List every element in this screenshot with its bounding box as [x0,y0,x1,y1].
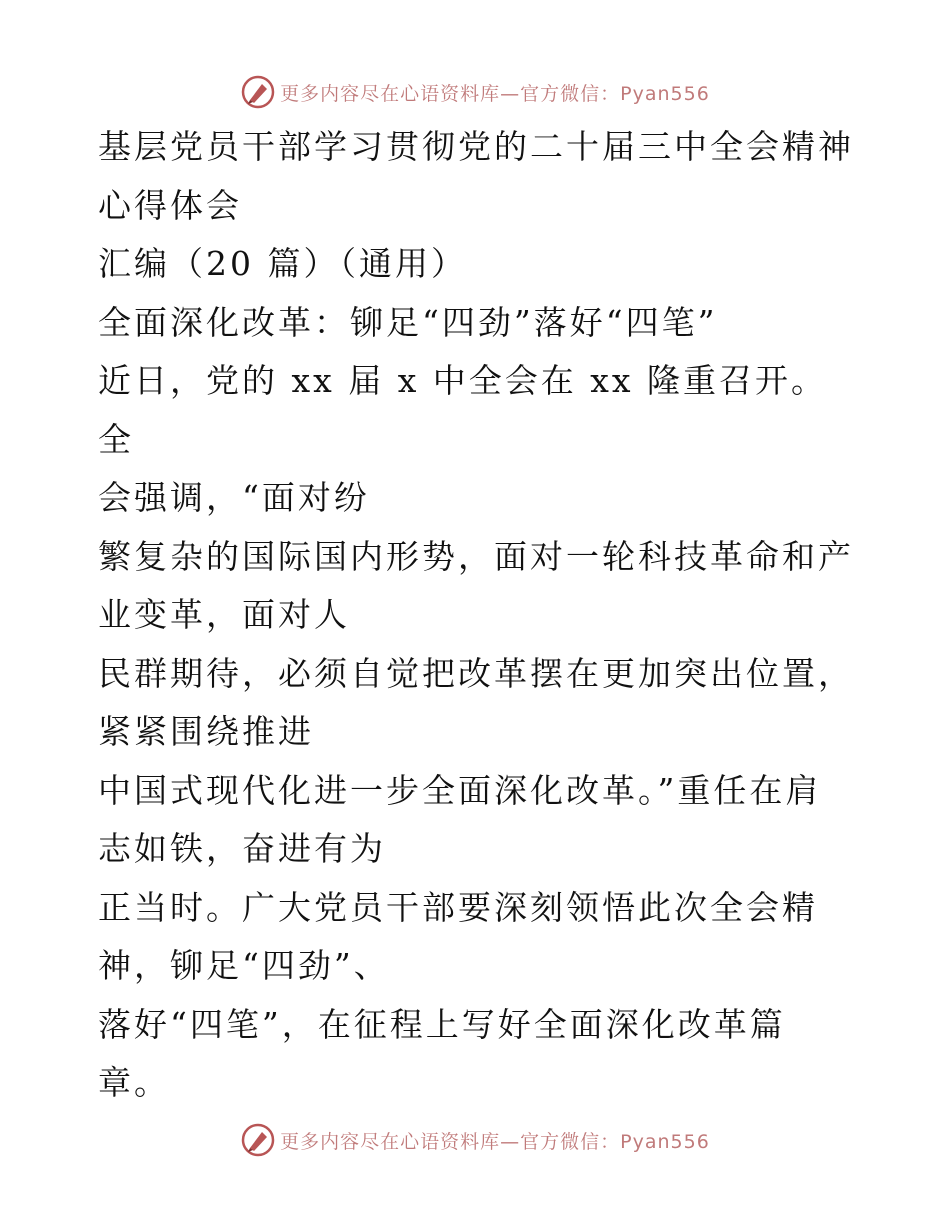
paragraph-line: 志如铁，奋进有为 [98,829,386,868]
footer-banner [0,1120,950,1160]
section-heading: 全面深化改革：铆足“四劲”落好“四笔” [98,302,718,342]
subtitle-line: 汇编（20 篇）（通用） [98,244,467,283]
title-line-1: 基层党员干部学习贯彻党的二十届三中全会精神 [98,127,854,166]
paragraph-line: 民群期待，必须自觉把改革摆在更加突出位置， [98,653,854,693]
title-line-2: 心得体会 [98,185,242,225]
paragraph-line: 章。 [98,1063,170,1102]
paragraph-line: 正当时。广大党员干部要深刻领悟此次全会精 [98,887,818,927]
paragraph-line: 中国式现代化进一步全面深化改革。”重任在肩 [98,770,822,810]
paragraph-line: 业变革，面对人 [98,595,350,634]
banner-text: 更多内容尽在心语资料库—官方微信：Pyan556 [280,82,710,105]
header-banner [0,72,950,112]
paragraph-line: 紧紧围绕推进 [98,712,314,751]
pen-nib-logo [240,74,276,110]
document-body [98,118,858,1113]
paragraph-line: 近日，党的 xx 届 x 中全会在 xx 隆重召开。全 [98,361,827,459]
banner-text: 更多内容尽在心语资料库—官方微信：Pyan556 [280,1130,710,1153]
paragraph-line: 神，铆足“四劲”、 [98,946,390,985]
paragraph-line: 落好“四笔”，在征程上写好全面深化改革篇 [98,1004,786,1044]
paragraph-line: 繁复杂的国际国内形势，面对一轮科技革命和产 [98,536,854,576]
pen-nib-logo [240,1122,276,1158]
paragraph-line: 会强调，“面对纷 [98,478,370,517]
